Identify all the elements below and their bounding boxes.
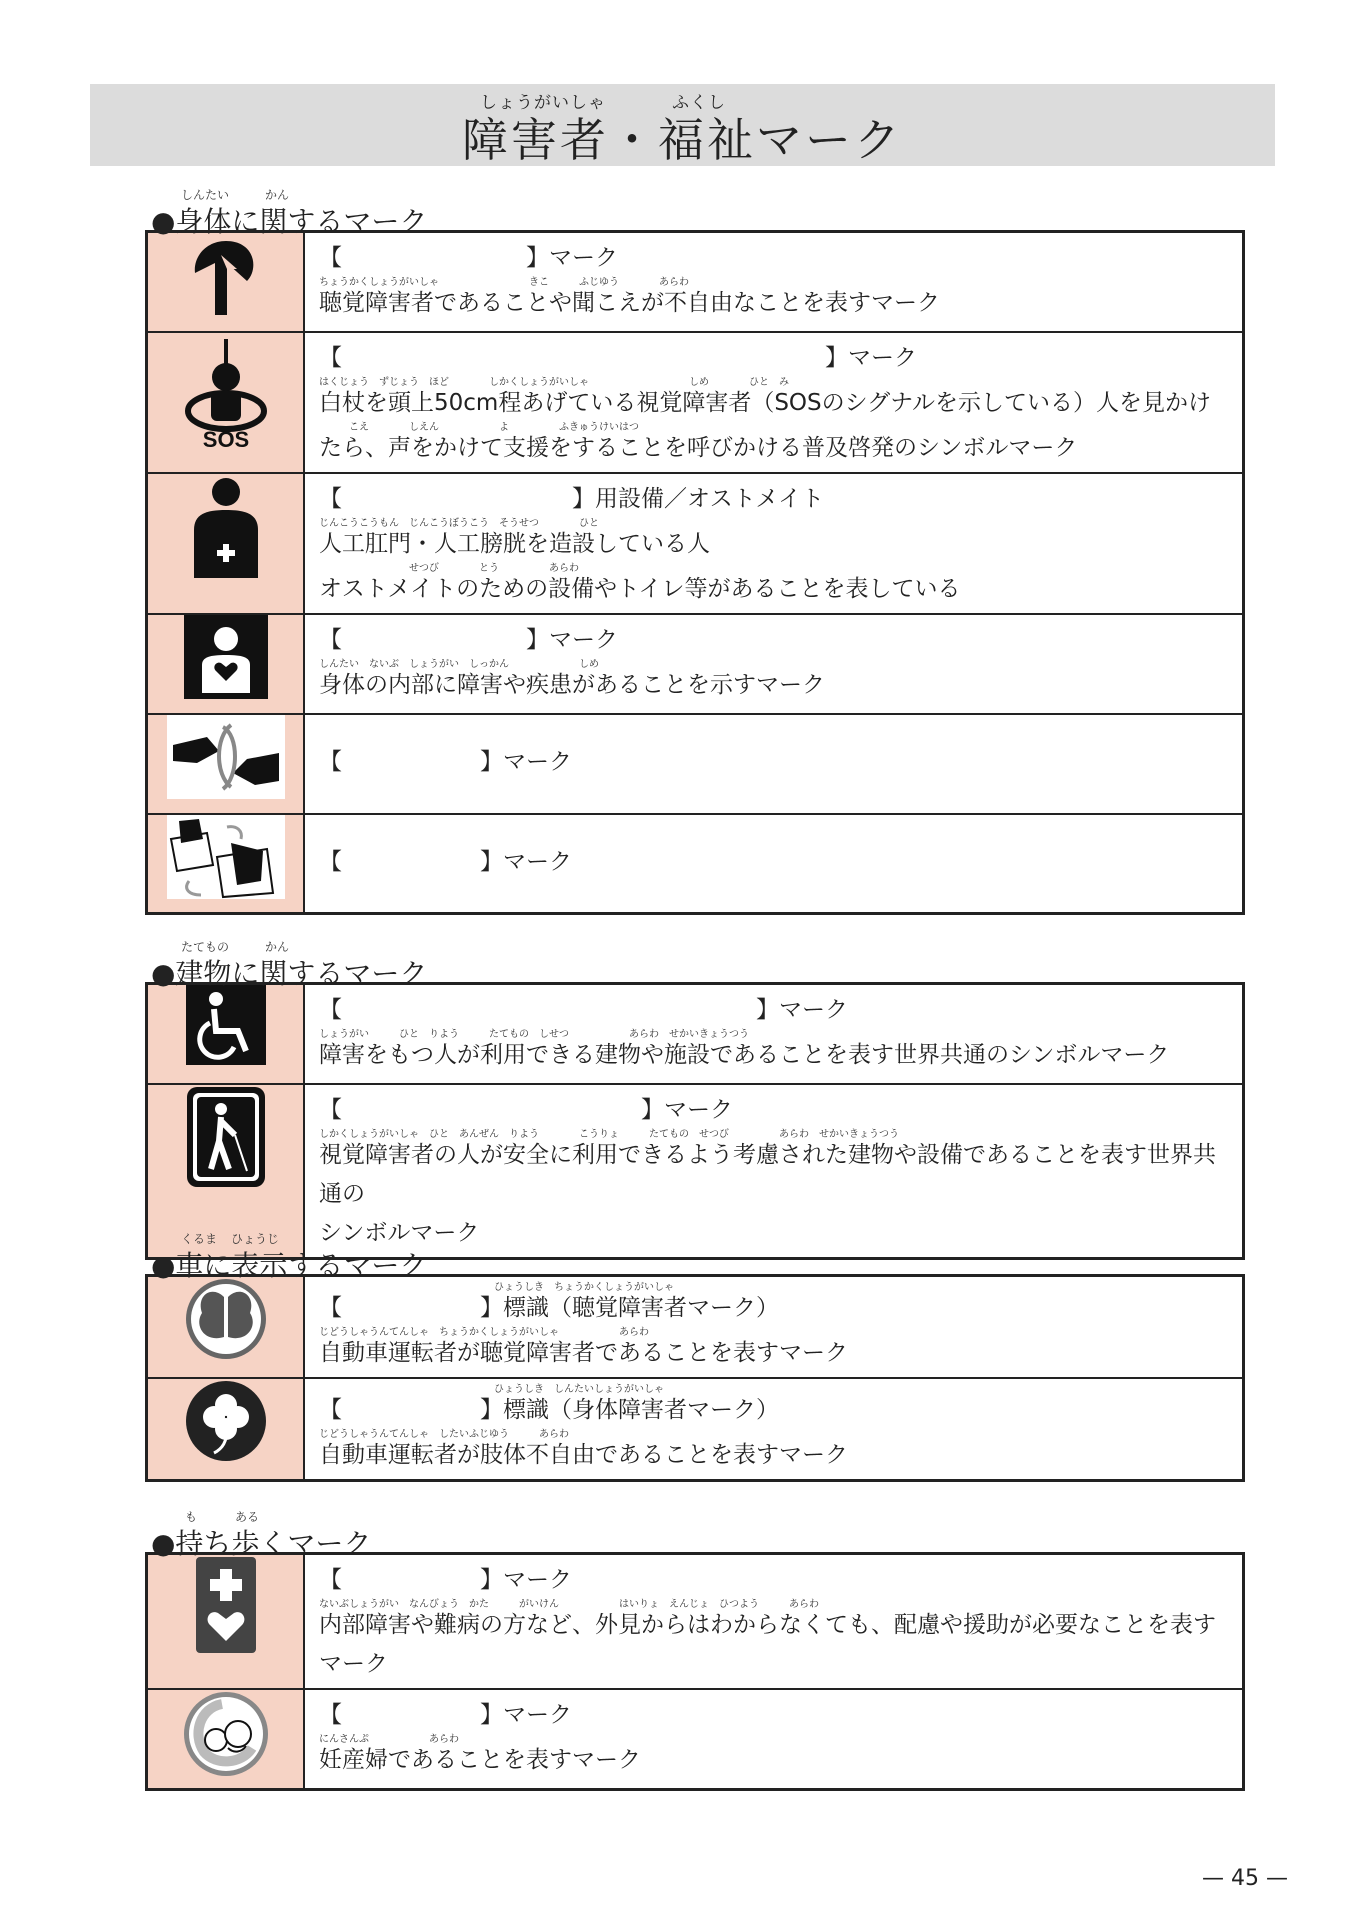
- table-row: [147, 232, 1244, 332]
- wheelchair-icon: [147, 984, 305, 1084]
- svg-text:SOS: SOS: [202, 426, 249, 452]
- mark-description: オストメイトのための設備やトイレ等があることを表している: [319, 575, 961, 602]
- section-ruby: ひょうじ: [231, 1232, 280, 1246]
- mark-text: [304, 1276, 1244, 1379]
- mark-description: 視覚障害者の人が安全に利用できるよう考慮された建物や設備であることを表す世界共通の: [319, 1141, 1216, 1207]
- ruby-line: しょうがい ひと りよう たてもの しせつ あらわ せかいきょうつう: [319, 1029, 749, 1040]
- mark-text: [304, 332, 1244, 473]
- ruby-line: はくじょう ずじょう ほど しかくしょうがいしゃ しめ ひと み: [319, 376, 789, 388]
- title-ruby-2: ふくし: [672, 93, 726, 113]
- ruby-line: ちょうかくしょうがいしゃ きこ ふじゆう あらわ: [319, 277, 689, 288]
- mark-description: シンボルマーク: [319, 1219, 480, 1246]
- ruby-line: ひょうしき ちょうかくしょうがいしゃ: [494, 1282, 674, 1293]
- page-title: 障害者・福祉マーク: [462, 113, 903, 167]
- mark-description: たら、声をかけて支援をすることを呼びかける普及啓発のシンボルマーク: [319, 434, 1078, 461]
- mark-text: [304, 232, 1244, 332]
- table-row: [147, 1378, 1244, 1481]
- mark-description: 障害をもつ人が利用できる建物や施設であることを表す世界共通のシンボルマーク: [319, 1042, 1170, 1068]
- mark-description: 白杖を頭上50cm程あげている視覚障害者（SOSのシグナルを示している）人を見かけ: [319, 389, 1212, 416]
- mark-text: [304, 473, 1244, 614]
- ruby-line: じどうしゃうんてんしゃ ちょうかくしょうがいしゃ あらわ: [319, 1327, 649, 1338]
- mark-name-blank: 【 】マーク: [319, 997, 848, 1023]
- mark-name-blank: 【 】マーク: [319, 848, 572, 875]
- ruby-line: こえ しえん よ ふきゅうけいはつ: [319, 421, 639, 433]
- mark-name-blank: 【 】マーク: [319, 748, 572, 775]
- section-building: [145, 938, 1245, 1260]
- marks-table: [145, 1274, 1245, 1482]
- ruby-line: にんさんぷ あらわ: [319, 1734, 459, 1745]
- mark-text: [304, 1554, 1244, 1690]
- section-heading: ●車に表示するマーク: [151, 1249, 428, 1282]
- mark-name-blank: 【 】マーク: [319, 245, 618, 271]
- marks-table: [145, 982, 1245, 1260]
- mark-description: 自動車運転者が肢体不自由であることを表すマーク: [319, 1442, 848, 1468]
- mark-description: 妊産婦であることを表すマーク: [319, 1747, 641, 1773]
- page-number: — 45 —: [1202, 1866, 1288, 1891]
- section-carry: [145, 1508, 1245, 1791]
- mark-text: [304, 1689, 1244, 1789]
- butterfly-icon: [147, 1276, 305, 1379]
- section-ruby: くるま: [181, 1232, 218, 1246]
- marks-table: [145, 230, 1245, 915]
- mark-name-blank: 【 】マーク: [319, 1702, 572, 1728]
- table-row: [147, 614, 1244, 714]
- ruby-line: ひょうしき しんたいしょうがいしゃ: [494, 1384, 664, 1395]
- section-ruby: かん: [265, 940, 290, 954]
- mark-text: [304, 814, 1244, 914]
- mark-description: 身体の内部に障害や疾患があることを示すマーク: [319, 671, 825, 698]
- title-band: [90, 84, 1275, 166]
- table-row: [147, 473, 1244, 614]
- section-ruby: しんたい: [181, 188, 230, 202]
- help-mark-icon: [147, 1554, 305, 1690]
- ruby-line: しかくしょうがいしゃ ひと あんぜん りよう こうりょ たてもの せつび あらわ せかいきょうつう: [319, 1128, 899, 1140]
- table-row: [147, 814, 1244, 914]
- section-ruby: も: [185, 1510, 198, 1524]
- mark-name-blank: 【 】マーク: [319, 344, 917, 371]
- mark-name-blank: 【 】マーク: [319, 1567, 572, 1593]
- table-row: [147, 984, 1244, 1084]
- section-car: [145, 1230, 1245, 1482]
- table-row: [147, 714, 1244, 814]
- mark-description: 聴覚障害者であることや聞こえが不自由なことを表すマーク: [319, 290, 940, 316]
- marks-table: [145, 1552, 1245, 1791]
- mark-text: [304, 714, 1244, 814]
- maternity-icon: [147, 1689, 305, 1789]
- white-cane-sos-icon: [147, 332, 305, 473]
- section-heading: ●身体に関するマーク: [151, 205, 428, 238]
- table-row: [147, 1689, 1244, 1789]
- mark-description: マーク: [319, 1651, 388, 1677]
- ruby-line: ないぶしょうがい なんびょう かた がいけん はいりょ えんじょ ひつよう あらわ: [319, 1599, 819, 1610]
- section-ruby: たてもの: [181, 940, 230, 954]
- table-row: [147, 1554, 1244, 1690]
- section-heading: ●建物に関するマーク: [151, 957, 428, 990]
- section-ruby: かん: [265, 188, 290, 202]
- four-leaf-clover-icon: [147, 1378, 305, 1481]
- mark-text: [304, 614, 1244, 714]
- mark-name-blank: 【 】標識（身体障害者マーク）: [319, 1397, 779, 1423]
- mark-name-blank: 【 】マーク: [319, 626, 618, 653]
- mark-description: 人工肛門・人工膀胱を造設している人: [319, 530, 710, 557]
- sign-language-hands-icon: [147, 714, 305, 814]
- section-ruby: ある: [235, 1510, 260, 1524]
- section-heading: ●持ち歩くマーク: [151, 1527, 372, 1560]
- section-body: [145, 186, 1245, 915]
- ruby-line: せつび とう あらわ: [319, 562, 579, 574]
- mark-description: 自動車運転者が聴覚障害者であることを表すマーク: [319, 1340, 848, 1366]
- ruby-line: じどうしゃうんてんしゃ したいふじゆう あらわ: [319, 1429, 569, 1440]
- writing-communication-icon: [147, 814, 305, 914]
- mark-name-blank: 【 】マーク: [319, 1096, 733, 1123]
- mark-name-blank: 【 】標識（聴覚障害者マーク）: [319, 1295, 779, 1321]
- table-row: [147, 332, 1244, 473]
- title-ruby-1: しょうがいしゃ: [480, 93, 606, 113]
- mark-text: [304, 984, 1244, 1084]
- mark-name-blank: 【 】用設備／オストメイト: [319, 485, 825, 512]
- mark-text: [304, 1378, 1244, 1481]
- heart-plus-icon: [147, 614, 305, 714]
- ruby-line: しんたい ないぶ しょうがい しっかん しめ: [319, 658, 599, 670]
- ostomate-icon: [147, 473, 305, 614]
- ruby-line: じんこうこうもん じんこうぼうこう そうせつ ひと: [319, 517, 599, 529]
- mark-description: 内部障害や難病の方など、外見からはわからなくても、配慮や援助が必要なことを表す: [319, 1612, 1216, 1638]
- table-row: [147, 1276, 1244, 1379]
- ear-mark-icon: [147, 232, 305, 332]
